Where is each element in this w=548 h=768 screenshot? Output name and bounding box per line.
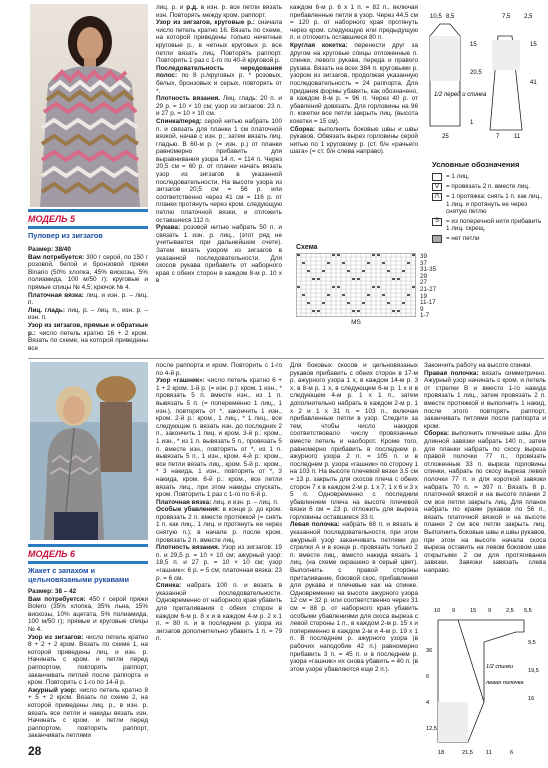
scheme-stitch-mark <box>407 294 410 296</box>
scheme-stitch-mark <box>387 270 390 272</box>
scheme-stitch-mark <box>332 254 335 256</box>
model6-col1 <box>28 588 148 740</box>
scheme-stitch-mark <box>362 270 365 272</box>
scheme-row-number: 37 <box>420 259 428 267</box>
m5-dim-top-0: 10,5 <box>430 14 442 20</box>
scheme-row-number: 27 <box>420 279 428 287</box>
legend-item <box>432 183 544 191</box>
m6-dimension: 19,5 <box>528 668 539 674</box>
m6-dimension: 11 <box>486 750 492 756</box>
m6-label-back: 1/2 спинки <box>486 664 514 670</box>
scheme-stitch-mark <box>392 278 395 280</box>
scheme-stitch-mark <box>397 310 400 312</box>
scheme-stitch-mark <box>322 270 325 272</box>
m6-dimension: 9 <box>488 608 492 614</box>
scheme-stitch-mark <box>337 286 340 288</box>
model5-zigzag-label: Узор из зигзагов, прямые и обратные р.: <box>28 321 148 337</box>
m6-dimension: 12,5 <box>426 726 437 732</box>
model5-title: МОДЕЛЬ 5 <box>28 214 76 224</box>
model5-materials: 300 г серой, по 150 г розовой, белой и бронзовой пряжи Binario (50% хлопка, 45% вискозы, 5% полиамида, 100 м/50 г); круговые и прямые спицы № 4,5; крючок № 4. <box>28 253 148 291</box>
page-number: 28 <box>28 744 42 758</box>
model6-col3-paragraph: Для боковых скосов и цельновязаных рукавов прибавить с обеих сторон в 17-м р. ажурного узора 1 х, в каждом 14-м р. 3 х, в 8-м р. 1 х, в следующем 6-м р. 1 х и в следующем 4-м р. 1 х 1 п., затем дополнительно набрать в каждом 2-м р. 1 х 2 и 1 х 31 п. = 103 п., включая прибавленные петли в узор. Следите за тем, чтобы число накидов соответствовало числу провязанных вместе петель и наоборот. Кроме того, равномерно прибавить в последнем р. ажурного узора 2 п. = 105 п. и в последнем р. узора «гашник» по сторону 1 на 103 п. На высоте плечевой вязки 3,5 см = 13 р. закрыть для скосов плеча с обеих сторон 7 х в каждом 2-м р. 1 х 7, 1 х 6 и 3 х 5 п. Одновременно с последним убавлением плеча на высоте плечевой вязки 6 см = 23 р. отложить для выреза горловины оставшиеся 33 п. <box>290 362 418 521</box>
m6-dimension: 18 <box>438 750 445 756</box>
model5-subtitle: Пуловер из зигзагов <box>28 231 103 240</box>
scheme-stitch-mark <box>307 270 310 272</box>
legend-item <box>432 235 544 243</box>
scheme-stitch-mark <box>377 254 380 256</box>
scheme-stitch-mark <box>367 262 370 264</box>
model6-subtitle: Жакет с запахом и цельновязаными рукавами <box>28 566 130 584</box>
scheme-stitch-mark <box>377 286 380 288</box>
scheme-stitch-mark <box>307 302 310 304</box>
m5-dim-right-0: 15 <box>470 42 477 48</box>
model5-diagram <box>420 6 546 144</box>
legend-symbol-icon <box>432 173 442 181</box>
model6-size: Размер: 38 – 42 <box>28 588 77 595</box>
legend-symbol-icon: S <box>432 218 442 226</box>
m6-dimension: 4 <box>426 700 430 706</box>
model5-header <box>28 209 148 240</box>
model5-zigzag: число петель кратно 16 + 2 кром. Вязать по схеме, на которой приведены все <box>28 329 149 352</box>
m5-dim-top-3: 2,5 <box>524 14 533 20</box>
model5-col1 <box>28 246 148 352</box>
model5-col2-paragraph: Узор из зигзагов, круговые р.: сначала число петель кратно 16. Вязать по схеме, на которой приведены только нечетные круговые р., в четных круговых р. все петли вязать лиц. Повторять раппорт. Повторить 1 раз с 1-го по 40-й круговой р. <box>156 19 282 65</box>
model5-plain-label: Платочная вязка: <box>28 291 84 299</box>
model5-stockinette-label: Лиц. гладь: <box>28 306 65 314</box>
model6-col2-paragraph: Спинка: набрать 100 п. и вязать в указанной последовательности. Одновременно от наборного края убавить для приталивания с обеих сторон в каждом 6-м р. 8 х и в каждом 4-м р. 2 х 1 п. = 80 п. и в последнем р. узора из зигзагов дополнительно убавить 1 п. = 79 п. <box>156 582 282 643</box>
legend <box>432 160 544 245</box>
scheme-stitch-mark <box>402 302 405 304</box>
model5-subtitle-bar <box>28 226 148 229</box>
model6-col2-paragraph: после раппорта и кром. Повторить с 1-го по 4-й р. <box>156 362 282 377</box>
model5-materials-label: Вам потребуется: <box>28 253 85 261</box>
scheme-stitch-mark <box>347 302 350 304</box>
scheme-stitch-mark <box>367 294 370 296</box>
model5-col3-paragraph: каждом 6-м р. 6 х 1 п. = 82 п., включая прибавленные петли в узор. Через 44,5 см = 120 р. от наборного края протянуть через кром. следующую или предыдущую п. и отложить оставшиеся 80 п. <box>290 4 418 42</box>
model6-diagram <box>424 602 546 762</box>
scheme-stitch-mark <box>412 286 415 288</box>
scheme-row-number: 29 <box>420 272 428 280</box>
legend-text: = нет петли <box>446 234 480 242</box>
model5-col3-paragraph: Сборка: выполнить боковые швы и швы рукавов. Обвязать вырез горловины серой нитью по 1 круговому р. (ст. б/н «рачьего шага» (= ст. б/н слева направо). <box>290 125 418 156</box>
scheme-stitch-mark <box>382 294 385 296</box>
model5-scheme <box>296 244 416 326</box>
m5-dim-right-2: 41 <box>530 80 537 86</box>
model6-col4-paragraph: Закончить работу на высоте спинки. <box>424 362 533 369</box>
model6-col4-paragraph: Правая полочка: вязать симметрично. Ажурный узор начинать с кром. и петель от стрелки В и вместо 1-го накида провязать 1 лиц., затем провязать 2 п. вместе протяжкой и выполнить 1 накид, после этого повторять раппорт, заканчивать петлями после раппорта и кром. <box>424 369 546 430</box>
model6-col2-paragraph: Платочная вязка: лиц. и изн. р. – лиц. п. <box>156 498 279 506</box>
m6-dimension: 5,5 <box>524 608 532 614</box>
model6-col1-paragraph: Узор из зигзагов: число петель кратно 8 + 2 + 2 кром. Вязать по схеме 1, на которой приведены лиц. и изн. р. Начинать с кром. и петли перед раппортом, повторять раппорт, заканчивать петлей после раппорта и кром. Повторять с 1-го по 14-й р. <box>28 633 149 687</box>
scheme-stitch-mark <box>407 262 410 264</box>
legend-item <box>432 173 544 181</box>
model6-col4 <box>424 362 546 575</box>
model5-size: Размер: 38/40 <box>28 246 71 253</box>
scheme-stitch-mark <box>342 294 345 296</box>
legend-item <box>432 193 544 216</box>
scheme-stitch-mark <box>332 286 335 288</box>
scheme-stitch-mark <box>382 262 385 264</box>
scheme-stitch-mark <box>342 262 345 264</box>
model6-materials-label: Вам потребуется: <box>28 595 86 603</box>
m6-label-front: левая полочка <box>486 680 524 686</box>
scheme-stitch-mark <box>347 270 350 272</box>
m6-dimension: 9 <box>452 608 456 614</box>
m6-dimension: 6 <box>510 750 514 756</box>
model5-stockinette: лиц. р. – лиц. п., изн. р. – изн. п. <box>28 306 148 322</box>
model6-title-bar <box>28 544 148 547</box>
scheme-stitch-mark <box>397 278 400 280</box>
scheme-row-number: 21-27 <box>420 285 437 293</box>
legend-title: Условные обозначения <box>432 160 520 169</box>
legend-text: = 1 лиц. <box>446 173 470 180</box>
legend-item <box>432 218 544 233</box>
scheme-stitch-mark <box>357 310 360 312</box>
legend-symbol-icon: ⋀ <box>432 193 442 201</box>
scheme-row-number: 19 <box>420 292 428 300</box>
legend-symbol-icon <box>432 235 442 243</box>
m5-diagram-label: 1/2 перед и спинка <box>434 92 487 98</box>
model6-col3-paragraph: Левая полочка: набрать 68 п. и вязать в указанной последовательности, при этом ажурный узор заканчивать петлями до стрелки А и в конце р. провязать только 2 п. вместе лиц., вместо накида вязать 1 лиц. (на схеме окрашено в серый цвет). Выполнить с правой стороны приталивание, боковой скос, прибавления для рукава и плечевые как на спинке. Одновременно на высоте ажурного узора 12 см = 32 р. или соответственно через 31 см = 88 р. от наборного края убавить особыми убавлениями для скоса выреза с левой стороны 1 п., в каждом 2-м р. 15 х и попеременно в каждом 2-м и 4-м р. 19 х 1 п. В последнем р. ажурного узора (в рабочих наподобие 42 п.) равномерно прибавить 3 п. = 45 п. и в последнем р. узора «гашник» их снова убавить = 40 п. (в этом узоре убавляются еще 2 п.). <box>290 521 418 673</box>
model5-col2 <box>156 4 282 285</box>
scheme-stitch-mark <box>402 270 405 272</box>
model5-col2-paragraph: Рукава: розовой нитью набрать 50 п. и связать 1 изн. р. лиц., (этот ряд не учитывается при дальнейшем счете). Затем вязать узором из зигзагов в указанной последовательности. Для скосов рукава прибавить от наборного края с обеих сторон в каждом 8-м р. 10 х в <box>156 224 282 285</box>
model5-title-bar <box>28 209 148 212</box>
scheme-stitch-mark <box>327 262 330 264</box>
model5-col3 <box>290 4 418 156</box>
m5-dim-right-4: 1 <box>470 120 474 126</box>
scheme-stitch-mark <box>412 254 415 256</box>
model5-plain: лиц. и изн. р. – лиц. п. <box>28 291 149 307</box>
legend-text: = провязать 2 п. вместе лиц. <box>446 183 530 190</box>
model5-photo <box>30 4 148 207</box>
legend-text: = 1 протяжка: снять 1 п. как лиц., 1 лиц. и протянуть ее через снятую петлю <box>446 193 543 215</box>
model6-photo <box>30 362 148 540</box>
m6-dimension: 21,5 <box>462 750 473 756</box>
scheme-row-numbers <box>420 254 444 320</box>
scheme-stitch-mark <box>352 278 355 280</box>
model6-col2-paragraph: Особые убавления: в конце р. до кром. провязать 2 п. вместе протяжкой (= снять 1 п. как лиц., 1 лиц. и протянуть ее через снятую п.); в начале р. после кром. провязать 2 п. вместе лиц. <box>156 506 282 544</box>
scheme-stitch-mark <box>317 310 320 312</box>
m5-dim-top-2: 7,5 <box>502 14 511 20</box>
model6-title: МОДЕЛЬ 6 <box>28 549 76 559</box>
scheme-stitch-mark <box>322 302 325 304</box>
scheme-label: Схема <box>296 244 318 251</box>
model6-col2 <box>156 362 282 643</box>
model6-subtitle-bar <box>28 561 148 564</box>
m6-dimension: 2,5 <box>506 608 514 614</box>
model5-col2-paragraph: Плотность вязания. Лиц. гладь: 20 п. и 29 р. = 10 × 10 см; узор из зигзагов: 23 п. и 27 р. = 10 × 10 см. <box>156 95 282 118</box>
model5-col2-paragraph: Последовательность чередования полос: по 8 р./круговых р. * розовых, белых, бронзовых и серых, повторять от *. <box>156 64 282 95</box>
model5-col2-paragraph: лиц. р. и р.д. в изн. р. все петли вязать изн. Повторять между кром. раппорт. <box>156 4 282 19</box>
model6-col4-paragraph: Сборка: выполнить плечевые швы. Для длинной завязки набрать 140 п., затем для планки набрать по скосу выреза правой полочки 77 п., провязать отложенные 33 п. выреза горловины спинки, набрать по скосу выреза левой полочки 77 п. и для короткой завязки набрать 70 п. = 397 п. Вязать 8 р. платочной вязкой и на высоте планки 2 см все петли закрыть лиц. Для планок набрать по краям рукавов по 56 п., вязать платочной вязкой и на высоте планки 2 см все петли закрыть лиц. Выполнить боковые швы и швы рукавов, при этом на высоте начала скоса выреза оставить на левом боковом шве открытыми 2 см для протягивания завязки. Завязки завязать слева направо. <box>424 430 546 575</box>
scheme-stitch-mark <box>327 294 330 296</box>
scheme-row-number: 31-35 <box>420 266 437 274</box>
m6-dimension: 10 <box>434 608 441 614</box>
model6-materials: 450 г серой пряжи Bolero (35% хлопка, 35% льна, 15% вискозы, 10% ацетата, 5% полиамида, 100 м/50 г); прямые и круговые спицы № 4. <box>28 595 149 633</box>
scheme-stitch-mark <box>357 278 360 280</box>
legend-symbol-icon: ⋁ <box>432 183 442 191</box>
m5-dim-bottom-1: 7 <box>496 134 500 140</box>
scheme-row-number: 39 <box>420 253 428 260</box>
scheme-stitch-mark <box>372 254 375 256</box>
model6-col3 <box>290 362 418 673</box>
m6-dimension: 16 <box>528 696 535 702</box>
model5-col2-paragraph: Спинка/перед: серой нитью набрать 100 п. и связать для планки 1 см платочной вязкой, начав с изн. р.; затем вязать лиц. гладью. В 60-м р. (= изн. р.) от планки равномерно прибавить для выравнивания узора 14 п. = 114 п. Через 20,5 см = 60 р. от планки начать вязать узор из зигзагов в указанной последовательности. На высоте узора из зигзагов 20,5 см = 56 р. или соответственно через 41 см = 116 р. от планки протянуть через кром. следующую петлю платочной вязки, и отложить оставшиеся 112 п. <box>156 117 282 224</box>
scheme-stitch-mark <box>387 302 390 304</box>
model6-col1-paragraph: Ажурный узор: число петель кратно 8 + 5 + 2 кром. Вязать по схеме 2, на которой приведены лиц. р., в изн. р. вязать все петли и накиды вязать изн. Начинать с кром. и петли перед раппортом, повторять раппорт, заканчивать петлями <box>28 686 149 740</box>
legend-text: = из поперечной нити прибавить 1 лиц. скрещ. <box>446 217 542 232</box>
model6-header <box>28 544 148 584</box>
scheme-stitch-mark <box>362 302 365 304</box>
section-divider <box>28 358 544 359</box>
m5-dim-bottom-0: 25 <box>442 134 449 140</box>
model6-col2-paragraph: Узор «гашник»: число петель кратно 6 + 1 + 2 кром. 1-й р. (= изн. р.): кром. 1 изн., * провязать 5 п. вместе изн., из 1 п. вывязать 5 п. (= попеременно 1 лиц., 1 изн.), повторять от *, закончить 1 изн., кром. 2-й р.: кром., 1 лиц., * 1 лиц., все следующие п. вязать изн. до последних 2 п., закончить 1 лиц. и кром. 3-й р.: кром., 1 изн., * из 1 п. вывязать 5 п., провязать 5 п. вместе изн., повторять от *, из 1 п. вывязать 5 п., 1 изн., кром. 4-й р.: кром., все петли вязать лиц., кром. 5-й р.: кром., * 3 накида, 1 изн., повторять от *, 3 накида, кром. 6-й р.: кром., все петли вязать лиц., при этом накиды спускать, кром. Повторить 1 раз с 1-го по 6-й р. <box>156 377 282 499</box>
scheme-stitch-mark <box>317 278 320 280</box>
scheme-row-number: 1-7 <box>420 312 430 320</box>
m5-dim-right-3: 15 <box>530 42 537 48</box>
scheme-ms-label: MS <box>351 319 361 326</box>
scheme-row-number: 11-17 <box>420 299 436 307</box>
m5-dim-top-1: 8,5 <box>446 14 455 20</box>
scheme-stitch-mark <box>297 254 300 256</box>
model6-col2-paragraph: Плотность вязания. Узор из зигзагов: 19 п. и 29,5 р. = 10 × 10 см; ажурный узор: 18,5 п. и 27 р. = 10 × 10 см; узор «гашник»: 6 р. = 5 см; платочная вязка: 23 р. = 6 см. <box>156 544 282 582</box>
scheme-stitch-mark <box>392 310 395 312</box>
scheme-stitch-mark <box>302 294 305 296</box>
scheme-row-number: 9 <box>420 305 424 313</box>
scheme-stitch-mark <box>312 310 315 312</box>
scheme-stitch-mark <box>337 254 340 256</box>
m5-dim-bottom-2: 11 <box>514 134 521 140</box>
scheme-stitch-mark <box>312 278 315 280</box>
m6-dimension: 15 <box>470 608 477 614</box>
model5-col3-paragraph: Круглая кокетка: перенести друг за другом на круговые спицы отложенные п. спинки, левого рукава, переда и правого рукава. Вязать на всех 384 п. круговыми р. узором из зигзагов, продолжая указанную последовательность = 24 раппорта. Для придания формы убавить, как обозначено, в каждом 8-м р. = 96 п. Через 40 р. от убавлений довязать. Для горловины на 96 п. кокетки все петли закрыть лиц. (высота кокетки = 15 см). <box>290 41 419 125</box>
scheme-stitch-mark <box>372 286 375 288</box>
scheme-grid <box>296 253 416 317</box>
m6-dimension: 6 <box>426 674 430 680</box>
m5-dim-right-1: 20,5 <box>470 70 482 76</box>
m6-dimension: 36 <box>426 648 433 654</box>
scheme-stitch-mark <box>352 310 355 312</box>
m6-dimension: 9,5 <box>528 640 536 646</box>
scheme-stitch-mark <box>302 262 305 264</box>
scheme-stitch-mark <box>297 286 300 288</box>
